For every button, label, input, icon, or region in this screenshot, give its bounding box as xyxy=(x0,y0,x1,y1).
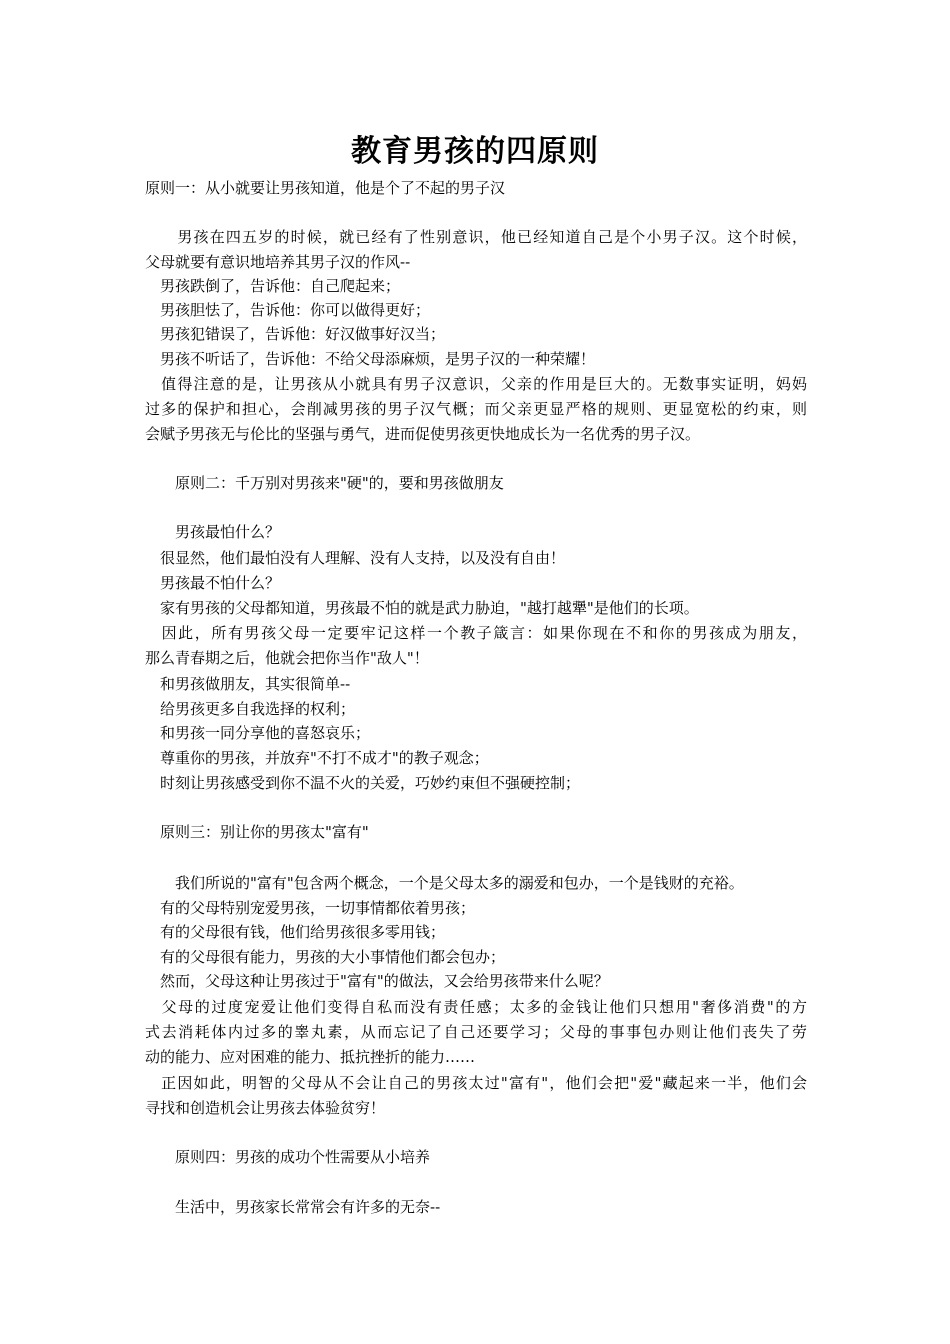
paragraph-line: 生活中，男孩家长常常会有许多的无奈-- xyxy=(145,1198,441,1216)
paragraph-line: 男孩最不怕什么？ xyxy=(145,574,281,592)
paragraph-line: 很显然，他们最怕没有人理解、没有人支持，以及没有自由！ xyxy=(145,549,566,567)
paragraph-line: 和男孩一同分享他的喜怒哀乐； xyxy=(145,724,371,742)
paragraph-line: 值得注意的是，让男孩从小就具有男子汉意识，父亲的作用是巨大的。无数事实证明，妈妈 xyxy=(145,375,807,393)
document-title: 教育男孩的四原则 xyxy=(351,134,599,169)
paragraph-line: 寻找和创造机会让男孩去体验贫穷！ xyxy=(145,1099,386,1117)
paragraph-line: 男孩犯错误了，告诉他：好汉做事好汉当； xyxy=(145,325,446,343)
principle-1-heading: 原则一：从小就要让男孩知道，他是个了不起的男子汉 xyxy=(145,179,506,197)
paragraph-line: 有的父母很有钱，他们给男孩很多零用钱； xyxy=(145,923,446,941)
paragraph-line: 男孩最怕什么？ xyxy=(145,523,281,541)
principle-2-heading: 原则二：千万别对男孩来"硬"的，要和男孩做朋友 xyxy=(145,474,504,492)
paragraph-line: 动的能力、应对困难的能力、抵抗挫折的能力…… xyxy=(145,1048,476,1066)
paragraph-line: 我们所说的"富有"包含两个概念，一个是父母太多的溺爱和包办，一个是钱财的充裕。 xyxy=(145,874,744,892)
paragraph-line: 男孩胆怯了，告诉他：你可以做得更好； xyxy=(145,301,431,319)
paragraph-line: 和男孩做朋友，其实很简单-- xyxy=(145,675,351,693)
paragraph-line: 给男孩更多自我选择的权利； xyxy=(145,700,356,718)
paragraph-line: 过多的保护和担心，会削减男孩的男子汉气概；而父亲更显严格的规则、更显宽松的约束，则 xyxy=(145,400,807,418)
paragraph-line: 正因如此，明智的父母从不会让自己的男孩太过"富有"，他们会把"爱"藏起来一半，他们会 xyxy=(145,1074,807,1092)
paragraph-line: 男孩跌倒了，告诉他：自己爬起来； xyxy=(145,277,401,295)
paragraph-line: 有的父母很有能力，男孩的大小事情他们都会包办； xyxy=(145,948,506,966)
paragraph-line: 父母就要有意识地培养其男子汉的作风-- xyxy=(145,253,411,271)
paragraph-line: 父母的过度宠爱让他们变得自私而没有责任感；太多的金钱让他们只想用"奢侈消费"的方 xyxy=(145,998,807,1016)
paragraph-line: 男孩在四五岁的时候，就已经有了性别意识，他已经知道自己是个小男子汉。这个时候， xyxy=(145,228,807,246)
paragraph-line: 时刻让男孩感受到你不温不火的关爱，巧妙约束但不强硬控制； xyxy=(145,774,581,792)
paragraph-line: 因此，所有男孩父母一定要牢记这样一个教子箴言：如果你现在不和你的男孩成为朋友， xyxy=(145,624,807,642)
paragraph-line: 男孩不听话了，告诉他：不给父母添麻烦，是男子汉的一种荣耀！ xyxy=(145,350,596,368)
paragraph-line: 然而，父母这种让男孩过于"富有"的做法，又会给男孩带来什么呢？ xyxy=(145,972,609,990)
paragraph-line: 家有男孩的父母都知道，男孩最不怕的就是武力胁迫，"越打越犟"是他们的长项。 xyxy=(145,599,699,617)
paragraph-line: 那么青春期之后，他就会把你当作"敌人"！ xyxy=(145,649,429,667)
paragraph-line: 尊重你的男孩，并放弃"不打不成才"的教子观念； xyxy=(145,749,489,767)
paragraph-line: 式去消耗体内过多的睾丸素，从而忘记了自己还要学习；父母的事事包办则让他们丧失了劳 xyxy=(145,1023,807,1041)
principle-4-heading: 原则四：男孩的成功个性需要从小培养 xyxy=(145,1148,431,1166)
paragraph-line: 有的父母特别宠爱男孩，一切事情都依着男孩； xyxy=(145,899,476,917)
principle-3-heading: 原则三：别让你的男孩太"富有" xyxy=(145,823,369,841)
paragraph-line: 会赋予男孩无与伦比的坚强与勇气，进而促使男孩更快地成长为一名优秀的男子汉。 xyxy=(145,425,701,443)
